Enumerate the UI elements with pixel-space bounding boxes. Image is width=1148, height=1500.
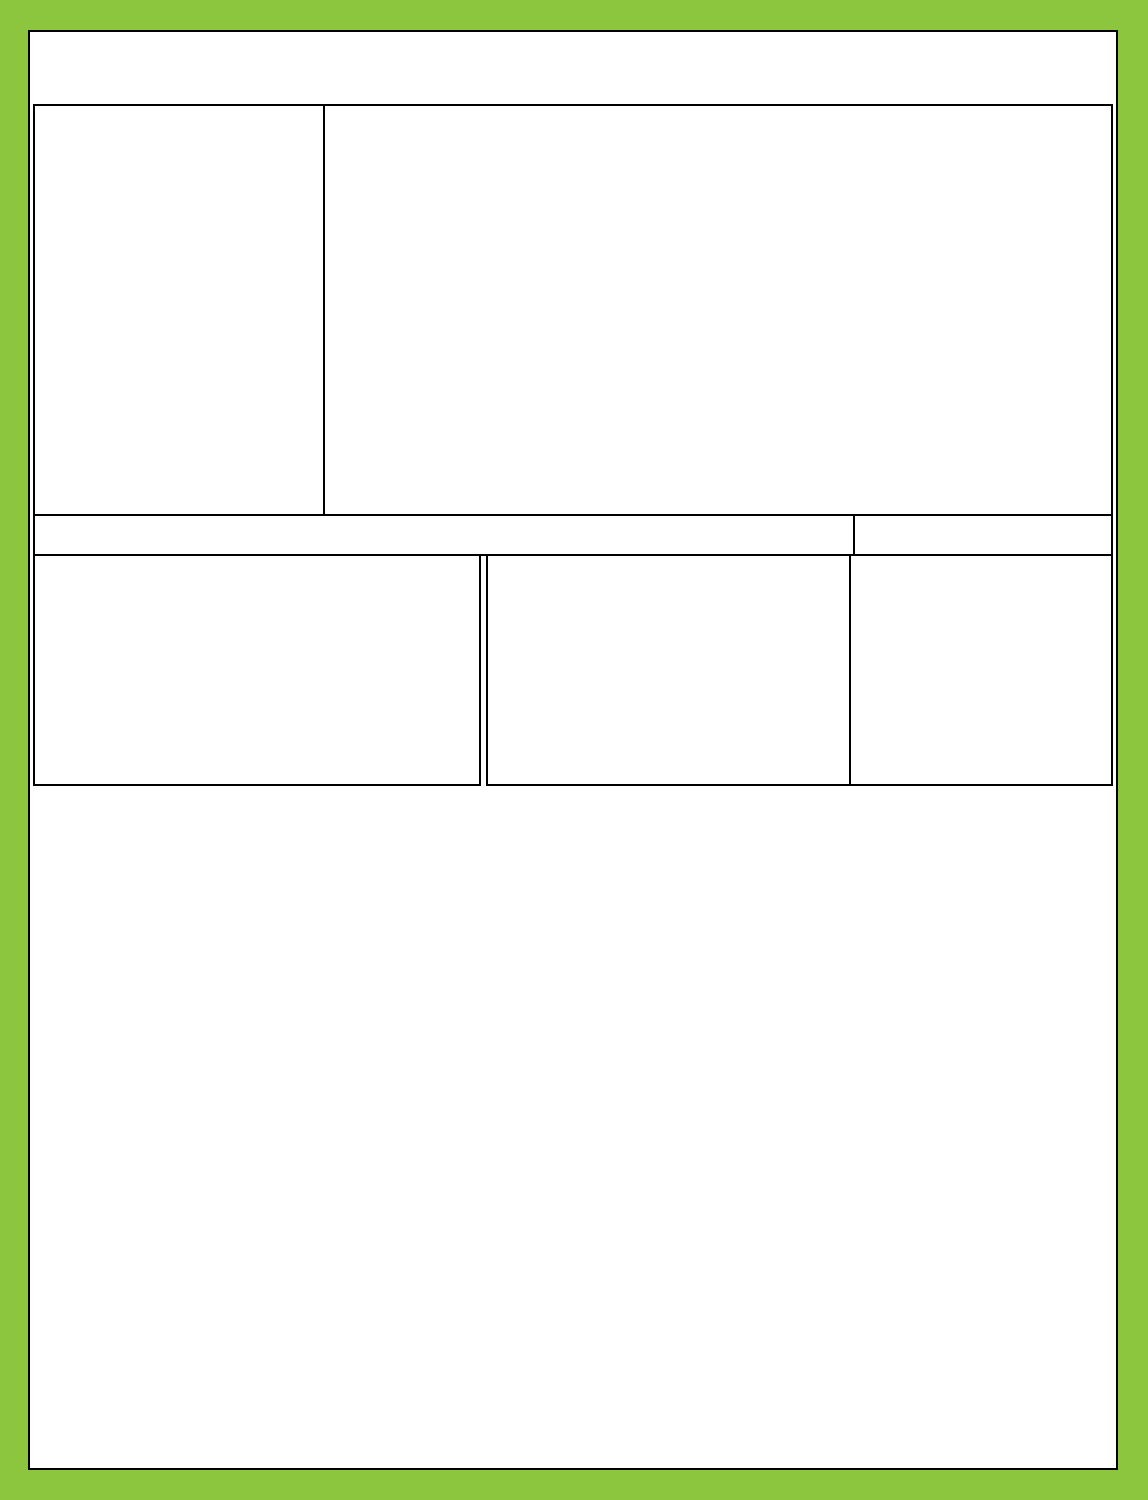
page-title: [33, 32, 1113, 86]
main-panel: [28, 30, 1118, 1470]
limits-table: [851, 556, 1113, 786]
note-row: [33, 516, 1113, 556]
zodiac-stats-table: [33, 104, 325, 516]
note-text: [35, 516, 853, 554]
frequency-table: [325, 104, 1113, 516]
zodiac-frequency-section: [33, 104, 1113, 516]
zodiac-numbers-left-table: [33, 556, 481, 786]
zodiac-numbers-section: [33, 556, 1113, 786]
limits-header: [853, 516, 1111, 554]
zodiac-numbers-right-table: [486, 556, 851, 786]
